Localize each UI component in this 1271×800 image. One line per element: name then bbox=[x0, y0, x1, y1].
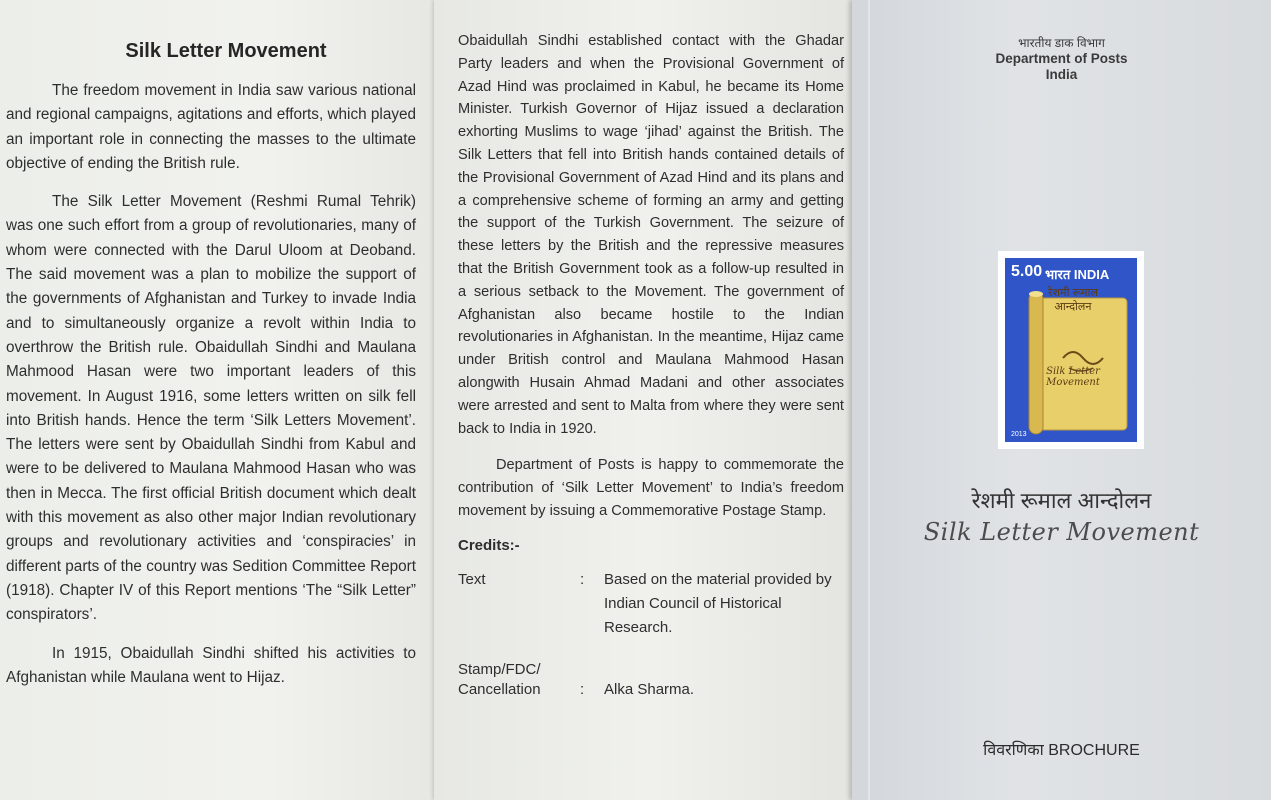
left-paragraph-1: The freedom movement in India saw various national and regional campaigns, agitations and efforts, which played an important role in connecting the masses to the ultimate objective of ending the British rule. bbox=[6, 82, 416, 172]
credit-label: Text bbox=[458, 570, 486, 588]
stamp-year: 2013 bbox=[1011, 431, 1027, 438]
hindi-title: रेशमी रूमाल आन्दोलन bbox=[971, 488, 1152, 513]
dept-country: India bbox=[1045, 67, 1078, 82]
left-paragraph-3: In 1915, Obaidullah Sindhi shifted his activities to Afghanistan while Maulana went to Hijaz. bbox=[6, 644, 416, 686]
cover-panel bbox=[852, 0, 1271, 800]
middle-paragraph-2: Department of Posts is happy to commemorate the contribution of ‘Silk Letter Movement’ to India’s freedom movement by issuing a Commemorative Postage Stamp. bbox=[458, 457, 844, 519]
left-panel bbox=[0, 0, 442, 800]
dept-english: Department of Posts bbox=[995, 51, 1128, 66]
credit-colon: : bbox=[580, 680, 585, 698]
middle-panel bbox=[434, 0, 866, 800]
scroll-english-text: Silk Letter Movement bbox=[1046, 366, 1100, 388]
middle-paragraph-1: Obaidullah Sindhi established contact with the Ghadar Party leaders and when the Provisional Government of Azad Hind was proclaimed in Kabul, he became its Home Minister. Turkish Governor of Hijaz issued a declaration exhorting Muslims to wage ‘jihad’ against the British. The Silk Letters that fell into British hands contained details of the Provisional Government of Azad Hind and its plans and a comprehensive scheme of forming an army and getting the support of the Turkish Government. The seizure of these letters by the British and the repressive measures that the British Government took as a follow-up resulted in a serious setback to the Movement. The government of Afghanistan also became hostile to the Indian revolutionaries in Afghanistan. In the meantime, Hijaz came under British control and Maulana Mahmood Hasan alongwith Husain Ahmad Madani and other associates were arrested and sent to Malta from where they were sent back to India in 1920. bbox=[458, 33, 844, 437]
credit-label: Stamp/FDC/ Cancellation bbox=[458, 660, 541, 698]
stamp-country: भारत INDIA bbox=[1045, 267, 1110, 282]
credit-row-text bbox=[458, 568, 844, 640]
credit-value: Based on the material provided by Indian Council of Historical Research. bbox=[604, 570, 832, 636]
credit-colon: : bbox=[580, 570, 585, 588]
department-header bbox=[852, 35, 1271, 83]
scroll-hindi-text: रेशमी रूमाल आन्दोलन bbox=[1048, 287, 1098, 313]
dept-hindi: भारतीय डाक विभाग bbox=[1018, 36, 1105, 50]
brochure-label: विवरणिका BROCHURE bbox=[983, 742, 1140, 759]
stamp-value: 5.00 bbox=[1011, 263, 1043, 280]
page-title: Silk Letter Movement bbox=[125, 40, 327, 62]
credits-title: Credits:- bbox=[458, 536, 520, 554]
credit-row-stamp bbox=[458, 660, 844, 702]
postage-stamp bbox=[998, 251, 1144, 449]
english-title: Silk Letter Movement bbox=[923, 518, 1200, 546]
stamp-frame bbox=[1005, 258, 1137, 442]
left-paragraph-2: The Silk Letter Movement (Reshmi Rumal Tehrik) was one such effort from a group of revolutionaries, many of whom were connected with the Darul Uloom at Deoband. The said movement was a plan to mobilize the support of the governments of Afghanistan and Turkey to invade India and to simultaneously organize a revolt within India to overthrow the British rule. Obaidullah Sindhi and Maulana Mahmood Hasan were two important leaders of this movement. In August 1916, some letters written on silk fell into British hands. Hence the term ‘Silk Letters Movement’. The letters were sent by Obaidullah Sindhi from Kabul and were to be delivered to Maulana Mahmood Hasan who was then in Mecca. The first official British document which dealt with this movement as also other major Indian revolutionary groups and revolutionary activities and ‘conspiracies’ in different parts of the country was Sedition Committee Report (1918). Chapter IV of this Report mentions ‘The “Silk Letter” conspirators’. bbox=[6, 193, 416, 624]
credit-value: Alka Sharma. bbox=[604, 680, 695, 698]
